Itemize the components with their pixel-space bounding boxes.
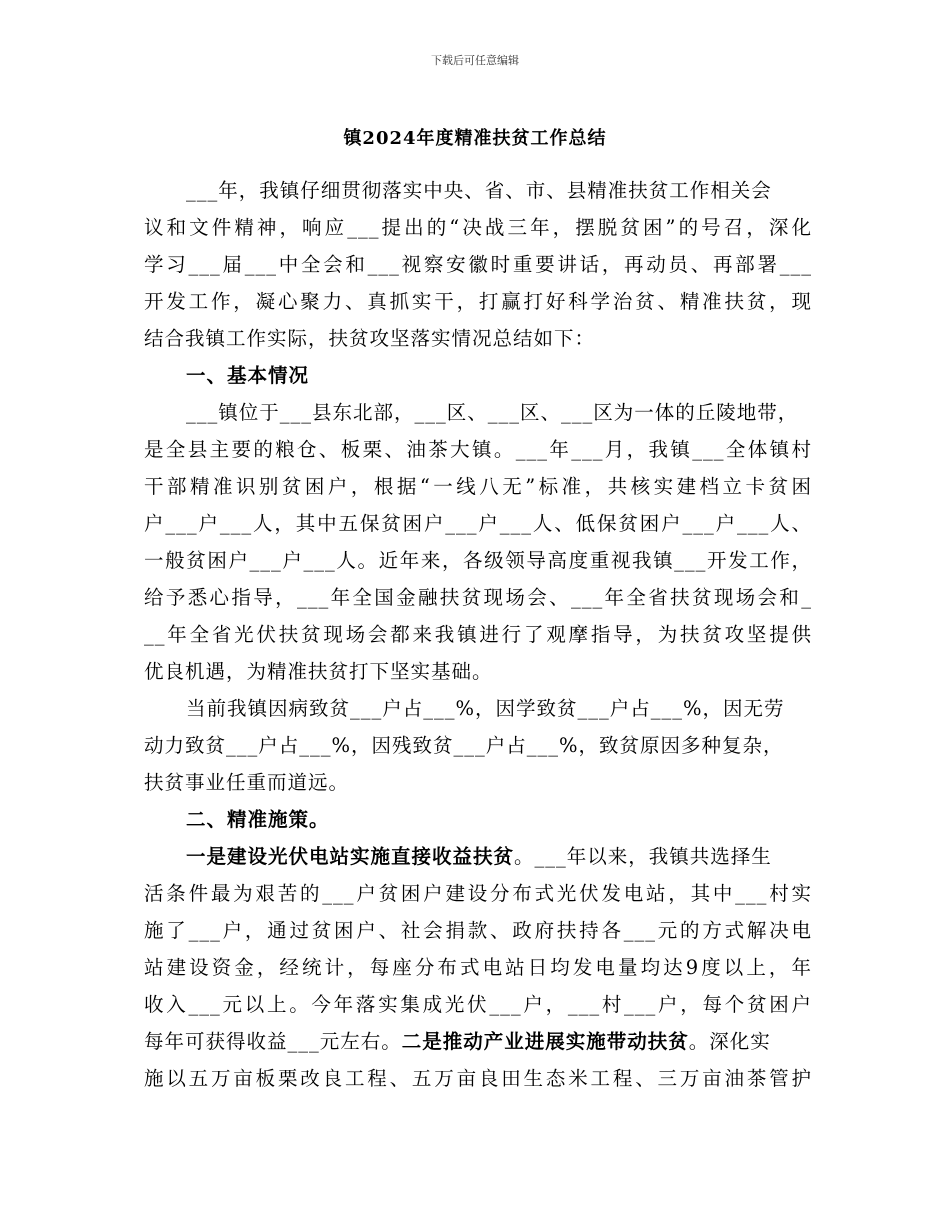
paragraph-line: [144, 1023, 812, 1060]
paragraph-line: 施了___户，通过贫困户、社会捐款、政府扶持各___元的方式解决电: [144, 919, 812, 942]
line-text: 。___年以来，我镇共选择生: [514, 845, 772, 868]
paragraph-line: 扶贫事业任重而道远。: [144, 771, 350, 794]
document-title: 镇2024年度精准扶贫工作总结: [343, 128, 607, 149]
page-header: 下载后可任意编辑: [431, 54, 519, 67]
paragraph-line: 是全县主要的粮仓、板栗、油茶大镇。___年___月，我镇___全体镇村: [144, 438, 812, 461]
paragraph-line: 结合我镇工作实际，扶贫攻坚落实情况总结如下：: [144, 327, 596, 350]
paragraph-line: 户___户___人，其中五保贫困户___户___人、低保贫困户___户___人、: [144, 512, 812, 535]
section-heading: 一、基本情况: [186, 364, 310, 387]
paragraph-line: 施以五万亩板栗改良工程、五万亩良田生态米工程、三万亩油茶管护: [144, 1067, 812, 1090]
paragraph-line: 优良机遇，为精准扶贫打下坚实基础。: [144, 660, 493, 683]
paragraph-line: 给予悉心指导，___年全国金融扶贫现场会、___年全省扶贫现场会和_: [144, 586, 812, 609]
section-heading: 二、精准施策。: [186, 808, 330, 831]
paragraph-line: 当前我镇因病致贫___户占___%，因学致贫___户占___%，因无劳: [186, 697, 785, 720]
document-body: [144, 172, 812, 1097]
paragraph-line: 站建设资金，经统计，每座分布式电站日均发电量均达9度以上，年: [144, 956, 812, 979]
paragraph-line: 一般贫困户___户___人。近年来，各级领导高度重视我镇___开发工作，: [144, 549, 812, 572]
paragraph-line: 学习___届___中全会和___视察安徽时重要讲话，再动员、再部署___: [144, 253, 812, 276]
paragraph-line: 开发工作，凝心聚力、真抓实干，打赢打好科学治贫、精准扶贫，现: [144, 290, 812, 313]
paragraph-line: 议和文件精神，响应___提出的“决战三年，摆脱贫困”的号召，深化: [144, 216, 812, 239]
paragraph-line: 干部精准识别贫困户，根据“一线八无”标准，共核实建档立卡贫困: [144, 475, 812, 498]
paragraph-line: ___年，我镇仔细贯彻落实中央、省、市、县精准扶贫工作相关会: [186, 179, 772, 202]
line-text: 。深化实: [688, 1030, 771, 1053]
paragraph-line: __年全省光伏扶贫现场会都来我镇进行了观摩指导，为扶贫攻坚提供: [144, 623, 812, 646]
bold-phrase: 二是推动产业进展实施带动扶贫: [401, 1030, 689, 1053]
paragraph-line: ___镇位于___县东北部，___区、___区、___区为一体的丘陵地带，: [186, 401, 799, 424]
bold-phrase: 一是建设光伏电站实施直接收益扶贫: [186, 845, 515, 868]
paragraph-line: 动力致贫___户占___%，因残致贫___户占___%，致贫原因多种复杂，: [144, 734, 784, 757]
line-text: 每年可获得收益___元左右。: [144, 1030, 402, 1053]
paragraph-line: [144, 838, 812, 875]
paragraph-line: 活条件最为艰苦的___户贫困户建设分布式光伏发电站，其中___村实: [144, 882, 812, 905]
paragraph-line: 收入___元以上。今年落实集成光伏___户，___村___户，每个贫困户: [144, 993, 812, 1016]
